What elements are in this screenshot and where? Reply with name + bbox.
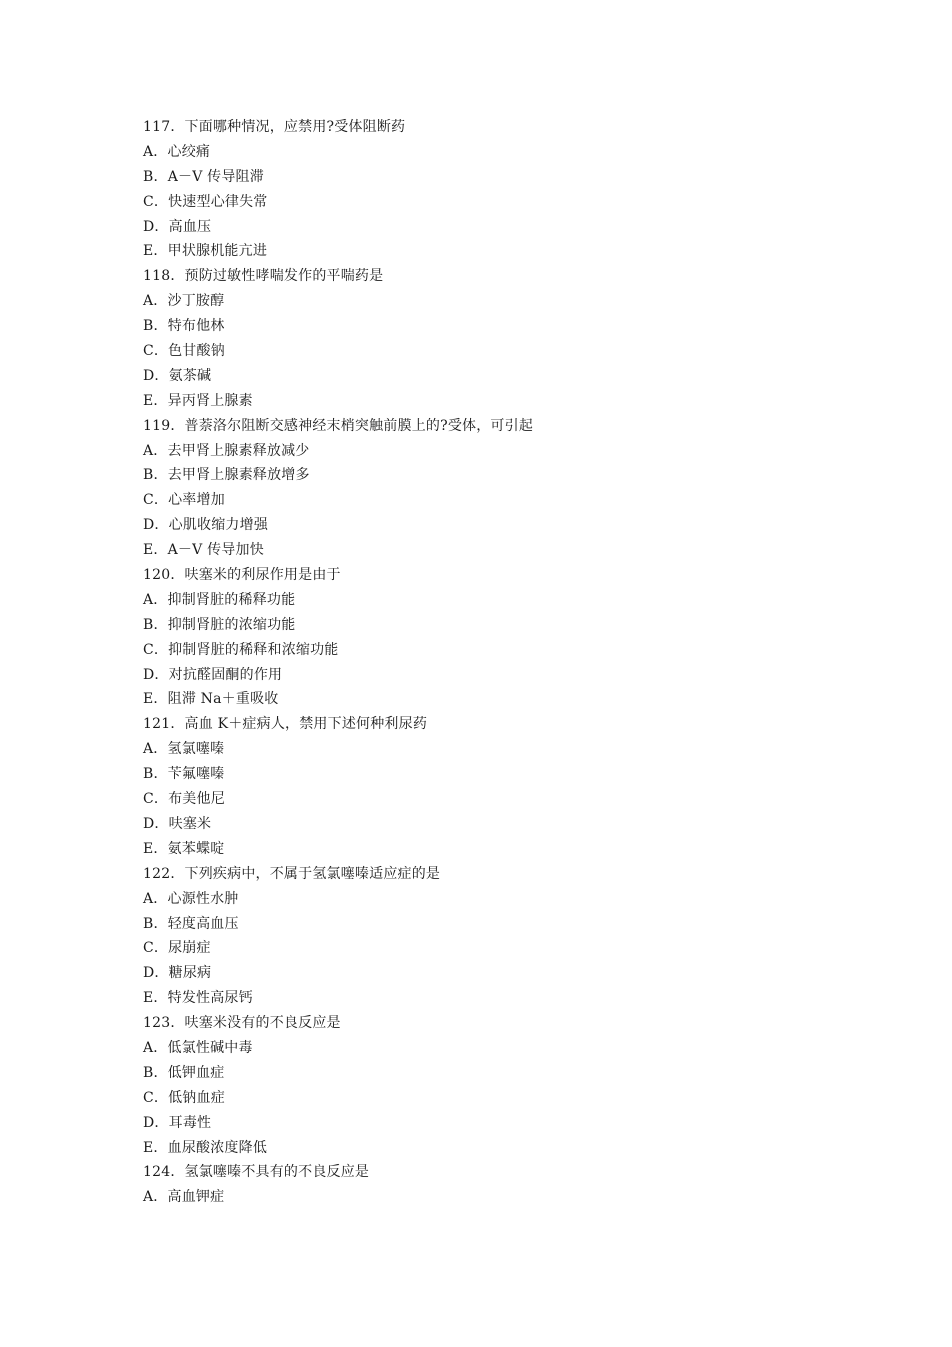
answer-option: B．A－V 传导阻滞 [143,168,264,185]
answer-option: C．色甘酸钠 [143,343,225,360]
question-list [143,115,843,1210]
answer-option: D．糖尿病 [143,965,212,982]
answer-option: C．尿崩症 [143,940,211,957]
answer-option: B．苄氟噻嗪 [143,766,225,783]
answer-option: C．低钠血症 [143,1089,225,1106]
answer-option: A．高血钾症 [143,1189,225,1206]
answer-option: B．特布他林 [143,318,225,335]
answer-option: D．耳毒性 [143,1114,212,1131]
answer-option: D．对抗醛固酮的作用 [143,666,283,683]
answer-option: A．心源性水肿 [143,890,239,907]
question-stem: 120．呋塞米的利尿作用是由于 [143,567,341,584]
answer-option: E．血尿酸浓度降低 [143,1139,268,1156]
answer-option: E．异丙肾上腺素 [143,392,253,409]
answer-option: C．心率增加 [143,492,225,509]
question-stem: 123．呋塞米没有的不良反应是 [143,1015,341,1032]
answer-option: D．高血压 [143,218,212,235]
answer-option: D．氨茶碱 [143,367,212,384]
question-stem: 122．下列疾病中，不属于氢氯噻嗪适应症的是 [143,865,441,882]
question-stem: 118．预防过敏性哮喘发作的平喘药是 [143,268,384,285]
answer-option: E．A－V 传导加快 [143,542,264,559]
answer-option: E．特发性高尿钙 [143,990,253,1007]
answer-option: C．抑制肾脏的稀释和浓缩功能 [143,641,339,658]
answer-option: B．抑制肾脏的浓缩功能 [143,616,296,633]
answer-option: A．低氯性碱中毒 [143,1039,253,1056]
answer-option: A．去甲肾上腺素释放减少 [143,442,310,459]
answer-option: C．快速型心律失常 [143,193,268,210]
answer-option: C．布美他尼 [143,791,225,808]
answer-option: A．心绞痛 [143,143,211,160]
answer-option: E．甲状腺机能亢进 [143,243,268,260]
answer-option: E．阻滞 Na＋重吸收 [143,691,279,708]
answer-option: D．呋塞米 [143,815,212,832]
answer-option: A．抑制肾脏的稀释功能 [143,591,296,608]
answer-option: B．去甲肾上腺素释放增多 [143,467,310,484]
answer-option: A．沙丁胺醇 [143,293,225,310]
question-stem: 124．氢氯噻嗪不具有的不良反应是 [143,1164,370,1181]
question-stem: 121．高血 K＋症病人，禁用下述何种利尿药 [143,716,428,733]
answer-option: B．轻度高血压 [143,915,239,932]
answer-option: B．低钾血症 [143,1064,225,1081]
answer-option: A．氢氯噻嗪 [143,741,225,758]
answer-option: D．心肌收缩力增强 [143,517,269,534]
question-stem: 117．下面哪种情况，应禁用?受体阻断药 [143,119,406,135]
answer-option: E．氨苯蝶啶 [143,840,225,857]
question-stem: 119．普萘洛尔阻断交感神经末梢突触前膜上的?受体，可引起 [143,417,534,434]
